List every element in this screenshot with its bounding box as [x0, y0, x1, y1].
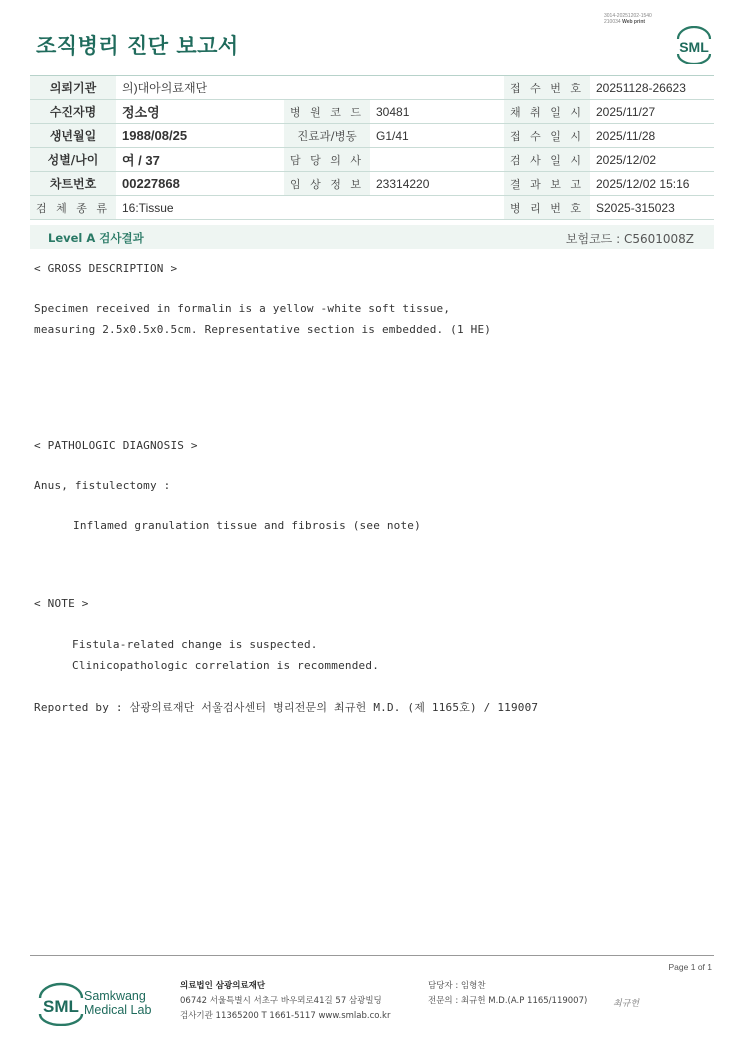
- info-row: [30, 148, 714, 172]
- label-receipt-date: 접 수 일 시: [504, 124, 590, 148]
- info-row: [30, 172, 714, 196]
- info-row: [30, 76, 714, 100]
- label-department: 진료과/병동: [284, 124, 370, 148]
- label-collection-date: 채 취 일 시: [504, 100, 590, 124]
- gross-line-2: measuring 2.5x0.5x0.5cm. Representative section is embedded. (1 HE): [34, 323, 492, 336]
- value-requesting-org: 의)대아의료재단: [116, 76, 504, 100]
- gross-line-1: Specimen received in formalin is a yellow -white soft tissue,: [34, 302, 451, 315]
- patient-info-table: [30, 75, 714, 220]
- info-row: [30, 124, 714, 148]
- footer-staff-info: [428, 979, 587, 1009]
- sml-logo-icon: [36, 982, 86, 1026]
- info-row: [30, 196, 714, 220]
- gross-heading: < GROSS DESCRIPTION >: [34, 262, 178, 275]
- diagnosis-site: Anus, fistulectomy :: [34, 479, 171, 492]
- label-physician: 담 당 의 사: [284, 148, 370, 172]
- reported-by: Reported by : 삼광의료재단 서울검사센터 병리전문의 최규헌 M.D. (제 1165호) / 119007: [34, 701, 539, 714]
- page-title: 조직병리 진단 보고서: [36, 34, 239, 58]
- note-line-2: Clinicopathologic correlation is recommended.: [72, 659, 380, 672]
- footer-org-info: [180, 979, 390, 1024]
- label-birth-date: 생년월일: [30, 124, 116, 148]
- value-report-time: 2025/12/02 15:16: [590, 172, 714, 196]
- specialist-label: 전문의 :: [428, 996, 459, 1006]
- value-department: G1/41: [370, 124, 504, 148]
- label-report-time: 결 과 보 고: [504, 172, 590, 196]
- label-hospital-code: 병 원 코 드: [284, 100, 370, 124]
- specialist-name: 최규헌 M.D.(A.P 1165/119007): [460, 996, 588, 1006]
- signature: 최규헌: [613, 999, 640, 1009]
- org-name: 의료법인 삼광의료재단: [180, 981, 266, 991]
- value-accession-no: 20251128-26623: [590, 76, 714, 100]
- label-sex-age: 성별/나이: [30, 148, 116, 172]
- value-birth-date: 1988/08/25: [116, 124, 284, 148]
- label-clinical-info: 임 상 정 보: [284, 172, 370, 196]
- svg-text:SML: SML: [679, 39, 709, 55]
- print-code: 210034: [604, 19, 621, 25]
- note-heading: < NOTE >: [34, 597, 89, 610]
- label-accession-no: 접 수 번 호: [504, 76, 590, 100]
- label-test-date: 검 사 일 시: [504, 148, 590, 172]
- insurance-code: 보험코드 : C5601008Z: [565, 232, 694, 246]
- note-line-1: Fistula-related change is suspected.: [72, 638, 318, 651]
- label-requesting-org: 의뢰기관: [30, 76, 116, 100]
- result-level-label: Level A 검사결과: [48, 231, 144, 245]
- brand-line-1: Samkwang: [84, 989, 146, 1003]
- value-specimen-type: 16:Tissue: [116, 196, 504, 220]
- svg-text:SML: SML: [43, 997, 79, 1016]
- value-hospital-code: 30481: [370, 100, 504, 124]
- label-specimen-type: 검 체 종 류: [30, 196, 116, 220]
- brand-line-2: Medical Lab: [84, 1003, 152, 1017]
- label-patient-name: 수진자명: [30, 100, 116, 124]
- brand-name: [84, 989, 151, 1017]
- footer-divider: [30, 955, 714, 956]
- manager-name: 임형찬: [460, 981, 486, 991]
- info-row: [30, 100, 714, 124]
- value-pathology-no: S2025-315023: [590, 196, 714, 220]
- value-chart-no: 00227868: [116, 172, 284, 196]
- org-address: 06742 서울특별시 서초구 바우뫼로41길 57 삼광빌딩: [180, 996, 382, 1006]
- value-collection-date: 2025/11/27: [590, 100, 714, 124]
- value-physician: [370, 148, 504, 172]
- label-pathology-no: 병 리 번 호: [504, 196, 590, 220]
- print-id: 3014-20251202-1540: [604, 13, 652, 19]
- diagnosis-text: Inflamed granulation tissue and fibrosis (see note): [73, 519, 421, 532]
- value-clinical-info: 23314220: [370, 172, 504, 196]
- value-patient-name: 정소영: [116, 100, 284, 124]
- page-number: Page 1 of 1: [668, 962, 712, 972]
- print-meta: [604, 13, 652, 25]
- sml-logo-icon: [672, 26, 716, 64]
- print-mode: Web print: [622, 19, 646, 25]
- diagnosis-heading: < PATHOLOGIC DIAGNOSIS >: [34, 439, 198, 452]
- value-test-date: 2025/12/02: [590, 148, 714, 172]
- manager-label: 담당자 :: [428, 981, 459, 991]
- label-chart-no: 차트번호: [30, 172, 116, 196]
- value-sex-age: 여 / 37: [116, 148, 284, 172]
- value-receipt-date: 2025/11/28: [590, 124, 714, 148]
- org-contact: 검사기관 11365200 T 1661-5117 www.smlab.co.kr: [180, 1011, 391, 1021]
